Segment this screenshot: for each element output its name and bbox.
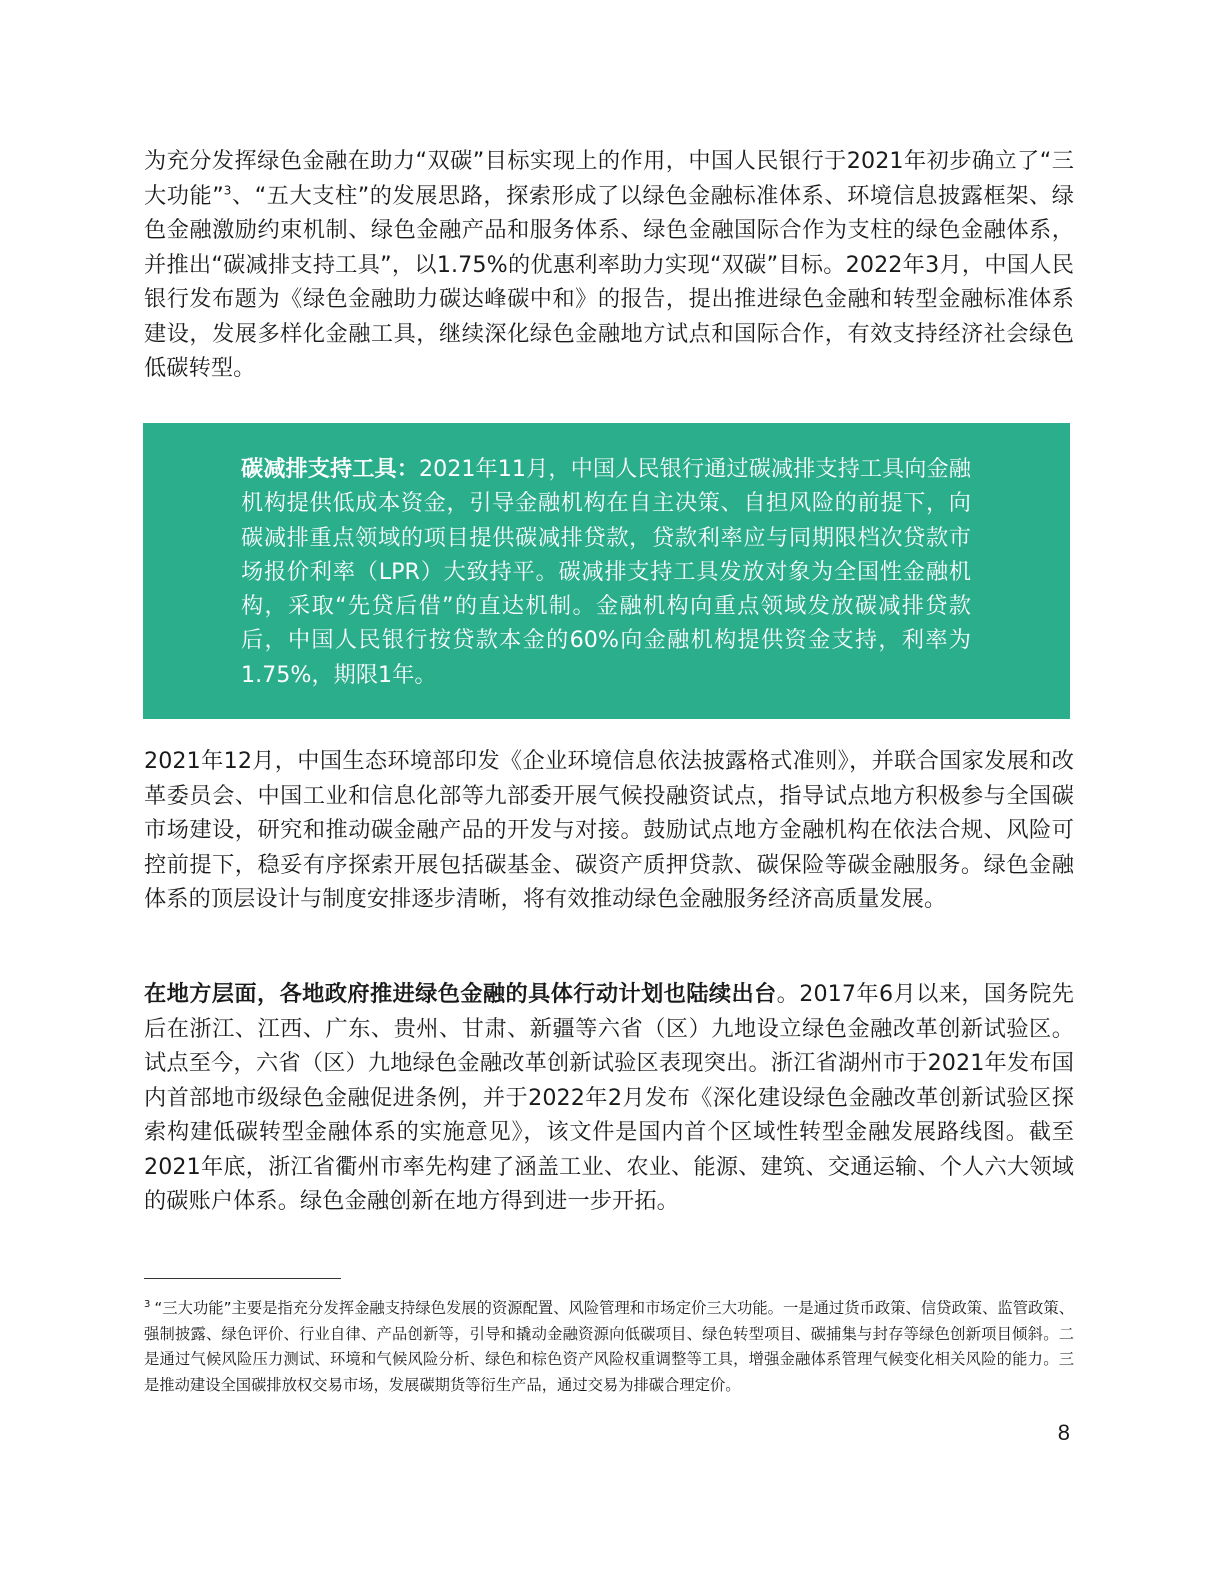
footnote-reference[interactable]: 3 — [223, 183, 232, 198]
paragraph-3-bold-lead: 在地方层面，各地政府推进绿色金融的具体行动计划也陆续出台 — [144, 981, 777, 1007]
callout-box — [143, 423, 1070, 719]
callout-body: 2021年11月，中国人民银行通过碳减排支持工具向金融机构提供低成本资金，引导金融机构在自主决策、自担风险的前提下，向碳减排重点领域的项目提供碳减排贷款，贷款利率应与同期限档次贷款市场报价利率（LPR）大致持平。碳减排支持工具发放对象为全国性金融机构，采取“先贷后借”的直达机制。金融机构向重点领域发放碳减排贷款后，中国人民银行按贷款本金的60%向金融机构提供资金支持，利率为1.75%，期限1年。 — [241, 456, 971, 688]
page-number: 8 — [1057, 1420, 1070, 1445]
body-paragraph-1 — [144, 144, 1074, 386]
body-paragraph-3 — [144, 977, 1074, 1219]
footnote — [144, 1296, 1074, 1398]
paragraph-1-text-b: 、“五大支柱”的发展思路，探索形成了以绿色金融标准体系、环境信息披露框架、绿色金融激励约束机制、绿色金融产品和服务体系、绿色金融国际合作为支柱的绿色金融体系，并推出“碳减排支持工具”，以1.75%的优惠利率助力实现“双碳”目标。2022年3月，中国人民银行发布题为《绿色金融助力碳达峰碳中和》的报告，提出推进绿色金融和转型金融标准体系建设，发展多样化金融工具，继续深化绿色金融地方试点和国际合作，有效支持经济社会绿色低碳转型。 — [144, 182, 1074, 381]
footnote-marker: 3 — [144, 1298, 151, 1310]
callout-text — [241, 452, 971, 692]
footnote-divider — [144, 1278, 341, 1279]
body-paragraph-2: 2021年12月，中国生态环境部印发《企业环境信息依法披露格式准则》，并联合国家发展和改革委员会、中国工业和信息化部等九部委开展气候投融资试点，指导试点地方积极参与全国碳市场建设，研究和推动碳金融产品的开发与对接。鼓励试点地方金融机构在依法合规、风险可控前提下，稳妥有序探索开展包括碳基金、碳资产质押贷款、碳保险等碳金融服务。绿色金融体系的顶层设计与制度安排逐步清晰，将有效推动绿色金融服务经济高质量发展。 — [144, 748, 1074, 912]
footnote-text: “三大功能”主要是指充分发挥金融支持绿色发展的资源配置、风险管理和市场定价三大功能。一是通过货币政策、信贷政策、监管政策、强制披露、绿色评价、行业自律、产品创新等，引导和撬动金融资源向低碳项目、绿色转型项目、碳捕集与封存等绿色创新项目倾斜。二是通过气候风险压力测试、环境和气候风险分析、绿色和棕色资产风险权重调整等工具，增强金融体系管理气候变化相关风险的能力。三是推动建设全国碳排放权交易市场，发展碳期货等衍生产品，通过交易为排碳合理定价。 — [144, 1299, 1074, 1394]
callout-label: 碳减排支持工具： — [241, 456, 419, 482]
paragraph-3-text: 。2017年6月以来，国务院先后在浙江、江西、广东、贵州、甘肃、新疆等六省（区）九地设立绿色金融改革创新试验区。试点至今，六省（区）九地绿色金融改革创新试验区表现突出。浙江省湖州市于2021年发布国内首部地市级绿色金融促进条例，并于2022年2月发布《深化建设绿色金融改革创新试验区探索构建低碳转型金融体系的实施意见》，该文件是国内首个区域性转型金融发展路线图。截至2021年底，浙江省衢州市率先构建了涵盖工业、农业、能源、建筑、交通运输、个人六大领域的碳账户体系。绿色金融创新在地方得到进一步开拓。 — [144, 981, 1074, 1214]
paragraph-1-text-a: 为充分发挥绿色金融在助力“双碳”目标实现上的作用，中国人民银行于2021年初步确立了“三大功能” — [144, 148, 1074, 209]
